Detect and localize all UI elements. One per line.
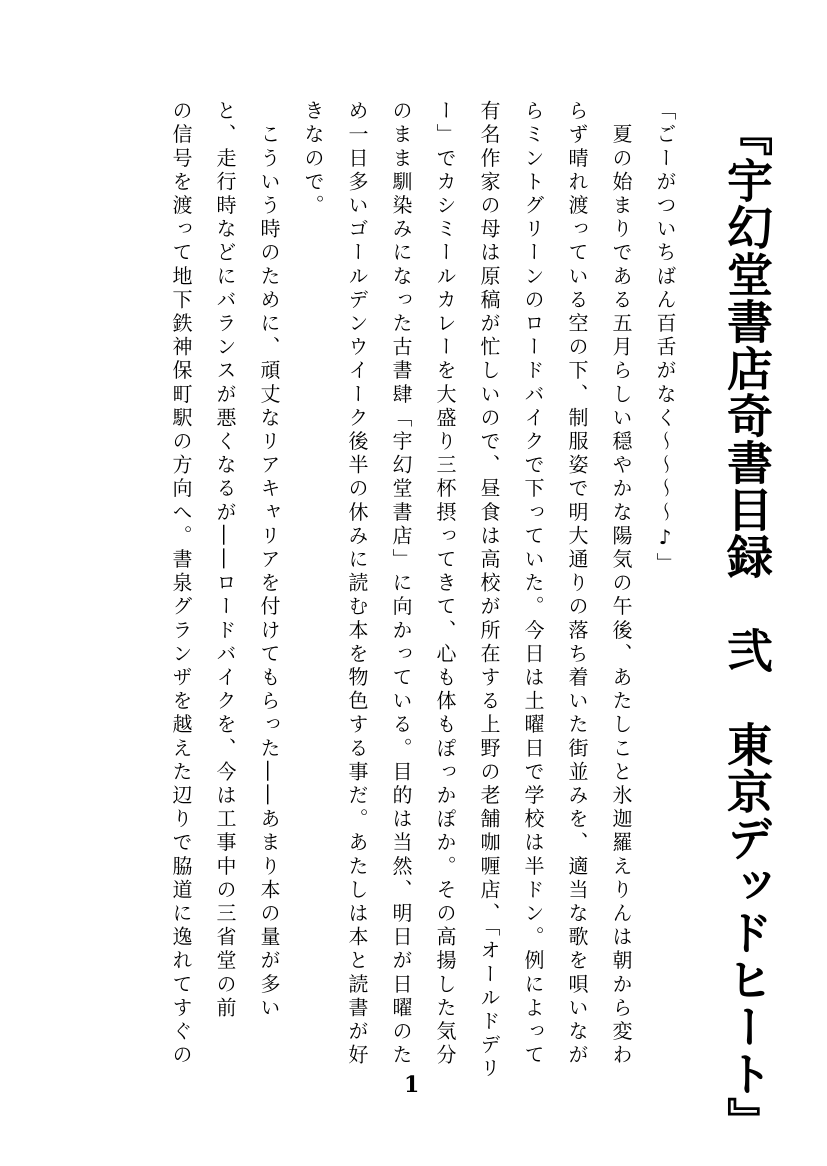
text-line: らミントグリーンのロードバイクで下っていた。今日は土曜日で学校は半ドン。例によって <box>521 100 545 1068</box>
text-line: こういう時のために、頑丈なリアキャリアを付けてもらった――あまり本の量が多い <box>257 100 281 1021</box>
text-line: ー」でカシミールカレーを大盛り三杯摂ってきて、心も体もぽっかぽか。その高揚した気分 <box>433 100 457 1068</box>
text-line: の信号を渡って地下鉄神保町駅の方向へ。書泉グランザを越えた辺りで脇道に逸れてすぐの <box>169 100 193 1068</box>
document-title: 『宇幻堂書店奇書目録 弐 東京デッドヒート』 <box>720 110 774 1144</box>
page-number: 1 <box>404 1072 420 1098</box>
body-text <box>159 100 687 1080</box>
text-line: のまま馴染みになった古書肆「宇幻堂書店」に向かっている。目的は当然、明日が日曜のた <box>389 100 413 1068</box>
text-line: め一日多いゴールデンウイーク後半の休みに読む本を物色する事だ。あたしは本と読書が好 <box>345 100 369 1068</box>
text-line: 「ごーがついちばん百舌がなく～～～～♪」 <box>653 100 677 576</box>
text-line: 有名作家の母は原稿が忙しいので、昼食は高校が所在する上野の老舗咖喱店、「オールドデリ <box>477 100 501 1082</box>
text-line: きなので。 <box>301 100 325 218</box>
text-line: と、走行時などにバランスが悪くなるが――ロードバイクを、今は工事中の三省堂の前 <box>213 100 237 1021</box>
text-line: 夏の始まりである五月らしい穏やかな陽気の午後、あたしこと氷迦羅えりんは朝から変わ <box>609 100 633 1068</box>
text-line: らず晴れ渡っている空の下、制服姿で明大通りの落ち着いた街並みを、適当な歌を唄いなが <box>565 100 589 1068</box>
